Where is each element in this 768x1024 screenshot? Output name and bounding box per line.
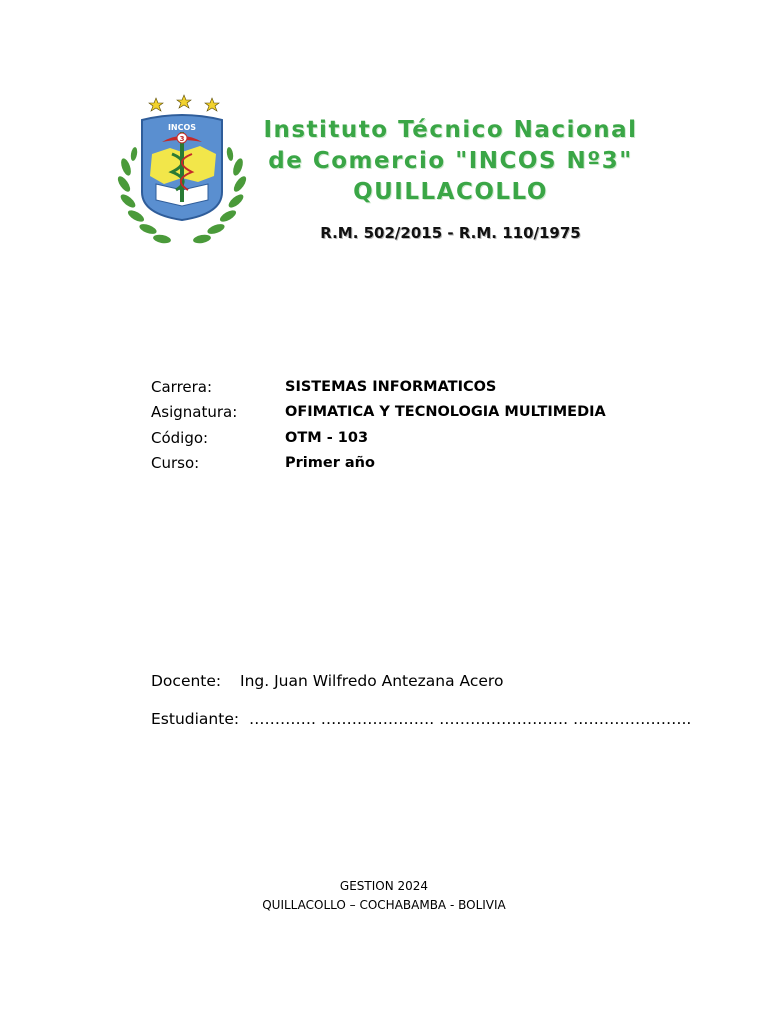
estudiante-label: Estudiante: bbox=[151, 710, 240, 728]
info-row-codigo bbox=[151, 425, 606, 451]
info-value: OTM - 103 bbox=[285, 429, 369, 446]
course-info bbox=[151, 374, 606, 476]
info-label: Código: bbox=[151, 428, 209, 447]
info-value: OFIMATICA Y TECNOLOGIA MULTIMEDIA bbox=[285, 404, 606, 421]
docente-line bbox=[151, 672, 503, 690]
estudiante-placeholder: …………. …………………. ……………………. ………………….. bbox=[248, 710, 692, 728]
institution-title-line: de Comercio "INCOS Nº3" bbox=[268, 148, 633, 174]
info-row-asignatura bbox=[151, 400, 606, 426]
institution-title bbox=[258, 115, 643, 208]
docente-label: Docente: bbox=[151, 672, 222, 690]
footer bbox=[0, 877, 768, 915]
crest-number: 3 bbox=[179, 135, 185, 143]
info-value: Primer año bbox=[285, 455, 375, 472]
info-label: Asignatura: bbox=[151, 403, 238, 422]
crest-text: INCOS bbox=[167, 123, 197, 132]
institution-title-line: QUILLACOLLO bbox=[353, 179, 548, 205]
incos-crest-icon bbox=[112, 92, 252, 252]
info-row-curso bbox=[151, 451, 606, 477]
docente-name: Ing. Juan Wilfredo Antezana Acero bbox=[240, 672, 504, 690]
info-label: Curso: bbox=[151, 454, 200, 473]
info-value: SISTEMAS INFORMATICOS bbox=[285, 378, 497, 395]
info-label: Carrera: bbox=[151, 377, 213, 396]
institution-title-line: Instituto Técnico Nacional bbox=[263, 117, 638, 143]
resolution-text: R.M. 502/2015 - R.M. 110/1975 bbox=[320, 224, 581, 242]
info-row-carrera bbox=[151, 374, 606, 400]
footer-gestion: GESTION 2024 bbox=[339, 879, 429, 893]
estudiante-line bbox=[151, 710, 691, 728]
footer-location: QUILLACOLLO – COCHABAMBA - BOLIVIA bbox=[262, 898, 506, 912]
